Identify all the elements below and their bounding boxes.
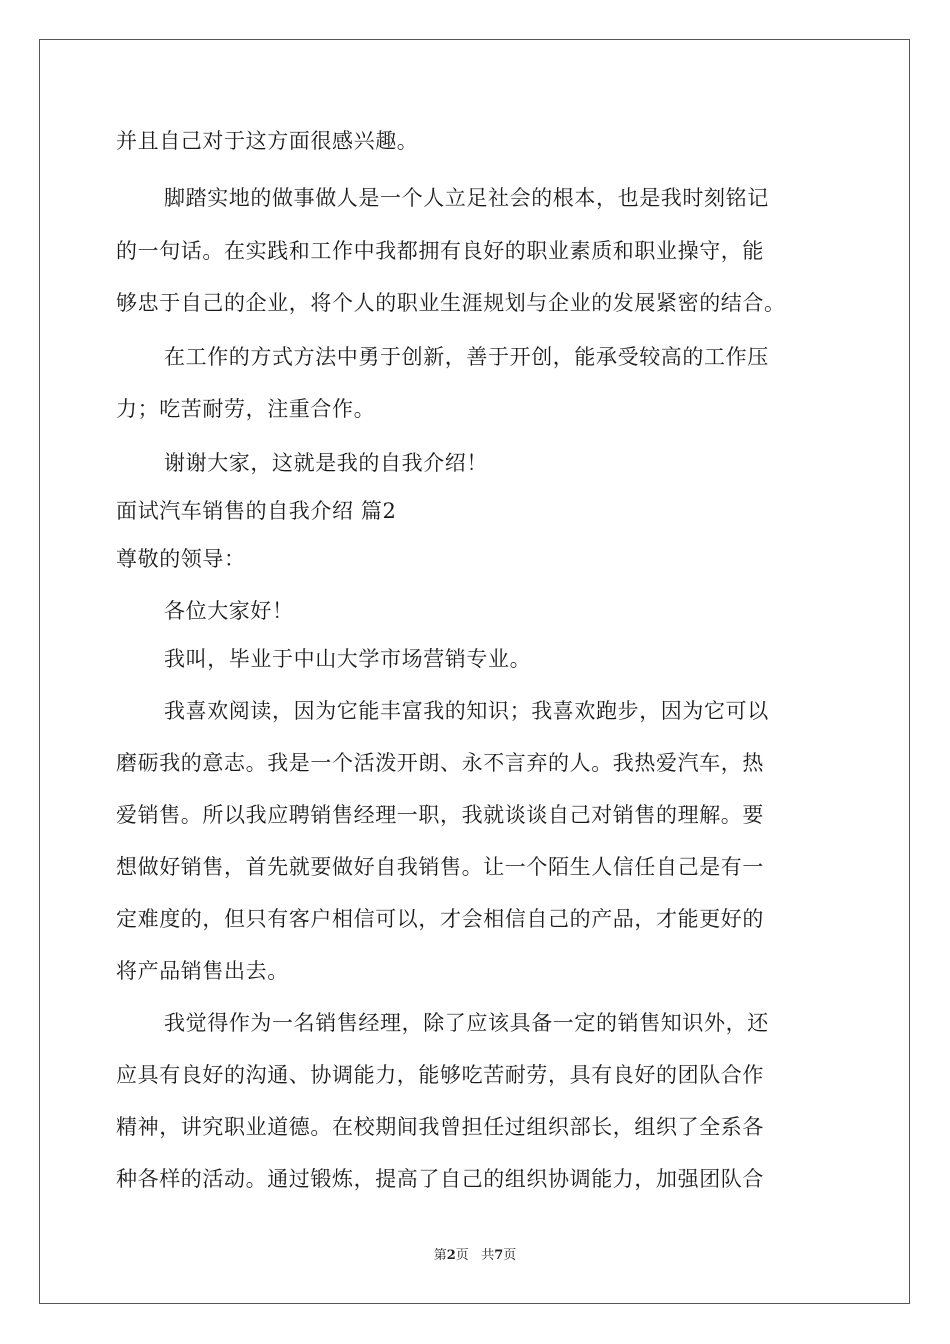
footer-page-prefix: 第 [433, 1248, 447, 1263]
text-line: 我觉得作为一名销售经理，除了应该具备一定的销售知识外，还 [164, 1011, 769, 1035]
text-line: 想做好销售，首先就要做好自我销售。让一个陌生人信任自己是有一 [116, 855, 764, 879]
text-line: 力；吃苦耐劳，注重合作。 [116, 397, 376, 421]
text-line: 脚踏实地的做事做人是一个人立足社会的根本，也是我时刻铭记 [164, 186, 769, 210]
text-line: 并且自己对于这方面很感兴趣。 [116, 129, 419, 153]
text-line: 磨砺我的意志。我是一个活泼开朗、永不言弃的人。我热爱汽车，热 [116, 751, 764, 775]
text-line: 精神，讲究职业道德。在校期间我曾担任过组织部长，组织了全系各 [116, 1115, 764, 1139]
text-line: 够忠于自己的企业，将个人的职业生涯规划与企业的发展紧密的结合。 [116, 291, 786, 315]
text-line: 我叫，毕业于中山大学市场营销专业。 [164, 647, 532, 671]
text-line: 的一句话。在实践和工作中我都拥有良好的职业素质和职业操守，能 [116, 239, 764, 263]
footer-total-prefix: 共 [481, 1248, 495, 1263]
text-line: 在工作的方式方法中勇于创新，善于开创，能承受较高的工作压 [164, 345, 769, 369]
footer-page-total: 7 [494, 1248, 504, 1263]
footer-page-current: 2 [446, 1248, 456, 1263]
page-footer [0, 1247, 950, 1265]
text-line: 种各样的活动。通过锻炼，提高了自己的组织协调能力，加强团队合 [116, 1167, 764, 1191]
text-line: 将产品销售出去。 [116, 959, 289, 983]
text-line: 爱销售。所以我应聘销售经理一职，我就谈谈自己对销售的理解。要 [116, 803, 764, 827]
text-line: 各位大家好！ [164, 599, 294, 623]
footer-total-suffix: 页 [503, 1248, 517, 1263]
text-line: 面试汽车销售的自我介绍 篇2 [116, 499, 397, 523]
text-line: 定难度的，但只有客户相信可以，才会相信自己的产品，才能更好的 [116, 907, 764, 931]
text-line: 尊敬的领导： [116, 547, 246, 571]
text-line: 我喜欢阅读，因为它能丰富我的知识；我喜欢跑步，因为它可以 [164, 699, 769, 723]
text-line: 应具有良好的沟通、协调能力，能够吃苦耐劳，具有良好的团队合作 [116, 1063, 764, 1087]
footer-page-suffix: 页 [455, 1248, 469, 1263]
text-line: 谢谢大家，这就是我的自我介绍！ [164, 451, 488, 475]
